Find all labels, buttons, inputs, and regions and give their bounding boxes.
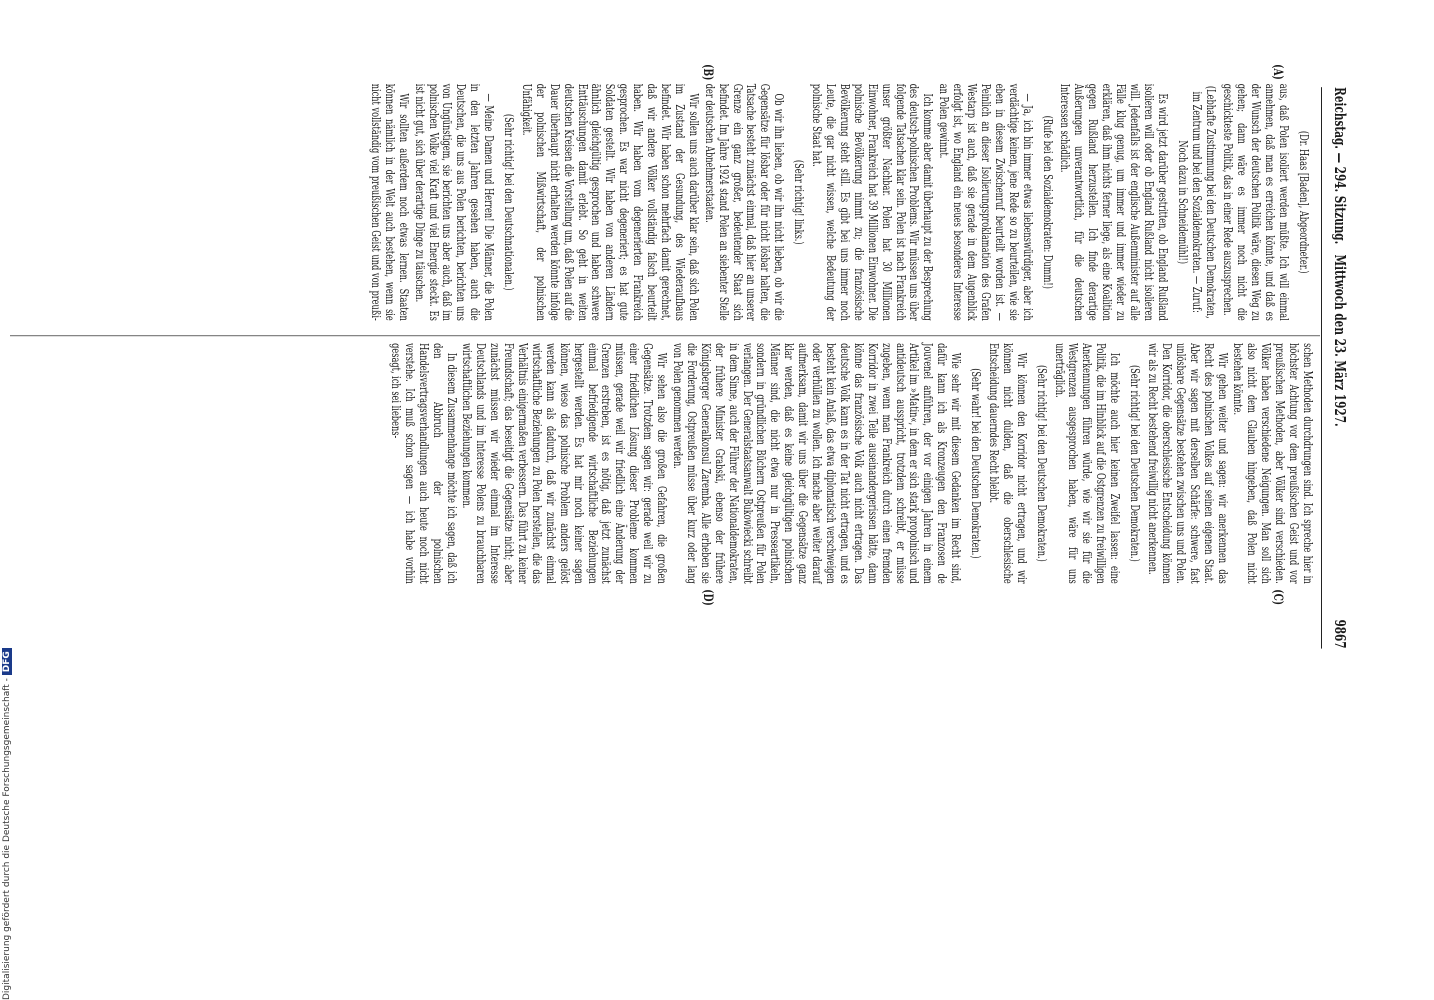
- interjection: (Sehr wahr! bei den Deutschen Demokraten.): [969, 368, 984, 559]
- margin-letter-b: (B): [700, 64, 715, 81]
- header-rule: [1321, 87, 1322, 648]
- column-divider: [10, 335, 1320, 336]
- paragraph: — Ja, ich bin immer etwas liebenswürdiger, aber ich verdächtige keinen, jene Rede so zu beurteilen, wie sie eben in diesem Zwischenruf beurteilt worden ist. — Peinlich an dieser Isolierungsproklamation des Grafen Westarp ist auch, daß sie gerade in dem Augenblick erfolgt ist, wo England ein neues besonderes Interesse an Polen gewinnt.: [937, 83, 1035, 321]
- paragraph: Es wird jetzt darüber gestritten, ob England Rußland isolieren will oder ob England Rußland nicht isolieren will. Jedenfalls ist der englische Außenminister auf alle Fälle klug genug, um immer und immer wieder zu erklären, daß ihm nichts ferner liege, als eine Koalition gegen Rußland herzustellen. Ich finde derartige Äußerungen unverantwortlich, für die deutschen Interessen schädlich.: [1058, 83, 1170, 321]
- interjection: (Rufe bei den Sozialdemokraten: Dumm!): [1040, 115, 1055, 289]
- paragraph: Wir sollten außerdem noch etwas lernen. Staaten können nämlich in der Welt auch bestehen, wenn sie nicht vollständig vom preußischen Geist und von preußi-: [368, 83, 411, 321]
- paragraph: Wie sehr wir mit diesem Gedanken im Recht sind, dafür kann ich als Kronzeugen den Franzosen de Jouvenel anführen, der vor einigen Jahren in einem Artikel im »Matin«, in dem er sich stark propolnisch und antideutsch ausspricht, trotzdem schreibt, er müsse zugeben, wenn man Frankreich durch einen fremden Korridor in zwei Teile auseinandergerissen hätte, dann könne das französische Volk auch nicht ertragen. Das deutsche Volk kann es in der Tat nicht ertragen, und es besteht kein Anlaß, das etwa diplomatisch verschweigen oder verhüllen zu wollen. Ich mache aber weiter darauf aufmerksam, damit wir uns über die Gegensätze ganz klar werden, daß es keine gleichgültigen polnischen Männer sind, die nicht etwa nur in Presseartikeln, sondern in gründlichen Büchern Ostpreußen für Polen verlangen. Der Generalstaatsanwalt Bukowiecki schreibt in dem Sinne, auch der Führer der Nationaldemokraten, der frühere Minister Grabski, ebenso der frühere Königsberger Generalkonsul Zaremba. Alle erheben sie die Forderung, Ostpreußen müsse über kurz oder lang von Polen genommen werden.: [671, 343, 964, 584]
- paragraph: In diesem Zusammenhange möchte ich sagen, daß ich den Abbruch der polnischen Handelsvertragsverhandlungen auch heute noch nicht verstehe. Ich muß schon sagen — ich habe vorhin gesagt, ich sei liebens-: [388, 343, 459, 584]
- margin-letter-c: (C): [1270, 589, 1285, 606]
- text-column-right: [386, 343, 1314, 584]
- paragraph: schen Methoden durchdrungen sind. Ich spreche hier in höchster Achtung vor dem preußischen Geist und vor preußischen Methoden, aber Völker sind verschieden. Völker haben verschiedene Neigungen. Man soll sich also nicht dem Glauben hingeben, daß Polen nicht bestehen könnte.: [1231, 343, 1315, 584]
- margin-letter-a: (A): [1270, 64, 1285, 80]
- interjection: (Sehr richtig! bei den Deutschen Demokraten.): [1128, 364, 1143, 562]
- paragraph: — Meine Damen und Herren! Die Männer, die Polen in den letzten Jahren gesehen haben, auch die Deutschen, die uns aus Polen berichten, berichten uns von Ungünstigem, sie berichten uns aber auch, daß im polnischen Volke viel Kraft und viel Energie steckt. Es ist nicht gut, sich über derartige Dinge zu täuschen.: [412, 83, 497, 321]
- paragraph: Ich möchte auch hier keinen Zweifel lassen: eine Politik, die im Hinblick auf die Ostgrenzen zu freiwilligen Anerkennungen führen würde, wie wir sie für die Westgrenzen ausgesprochen haben, wäre für uns unerträglich.: [1052, 343, 1123, 584]
- margin-letter-d: (D): [700, 589, 715, 606]
- page-header: [1324, 87, 1349, 649]
- interjection: (Sehr richtig! links.): [792, 159, 807, 245]
- paragraph: Ich komme aber damit überhaupt zu der Besprechung des deutsch-polnischen Problems. Wir müssen uns über folgende Tatsachen klar sein. Polen ist nach Frankreich unser größter Nachbar. Polen hat 30 Millionen Einwohner, Frankreich hat 39 Millionen Einwohner. Die polnische Bevölkerung nimmt zu; die französische Bevölkerung steht still. Es gibt bei uns immer noch Leute, die gar nicht wissen, welche Bedeutung der polnische Staat hat.: [810, 83, 936, 321]
- paragraph: Wir sehen also die großen Gefahren, die großen Gegensätze. Trotzdem sagen wir: gerade weil wir zu einer friedlichen Lösung dieser Probleme kommen müssen, gerade weil wir friedlich eine Änderung der Grenzen erstreben, ist es nötig, daß jetzt zunächst einmal befriedigende wirtschaftliche Beziehungen hergestellt werden. Es hat mir noch keiner sagen können, wieso das polnische Problem anders gelöst werden kann als dadurch, daß wir zunächst einmal wirtschaftliche Beziehungen zu Polen herstellen, die das Verhältnis einigermaßen verbessern. Das führt zu keiner Freundschaft; das beseitigt die Gegensätze nicht; aber zunächst müssen wir wieder einmal im Interesse Deutschlands und im Interesse Polens zu brauchbaren wirtschaftlichen Beziehungen kommen.: [460, 343, 670, 584]
- interjection: (Sehr richtig! bei den Deutschnationalen.): [502, 113, 517, 291]
- header-date: Mittwoch den 23. März 1927.: [1331, 254, 1349, 427]
- paragraph: Wir können den Korridor nicht ertragen, und wir können nicht dulden, daß die oberschlesische Entscheidung dauerndes Recht bleibt.: [986, 343, 1029, 584]
- paragraph: Ob wir ihn lieben, ob wir ihn nicht lieben, ob wir die Gegensätze für lösbar oder für nicht lösbar halten, die Tatsache besteht zunächst einmal, daß hier an unserer Grenze ein ganz großer, bedeutender Staat sich befindet. Im Jahre 1924 stand Polen an siebenter Stelle der deutschen Abnehmerstaaten.: [702, 83, 787, 321]
- header-session: Reichstag. — 294. Sitzung.: [1331, 87, 1349, 245]
- text-column-left: [366, 84, 1314, 321]
- interjection: (Lebhafte Zustimmung bei den Deutschen Demokraten, im Zentrum und bei den Sozialdemokraten. — Zuruf: Noch dazu in Schneidemühl!): [1175, 85, 1218, 319]
- speaker-line: (Dr. Haas [Baden], Abgeordneter.): [1297, 130, 1311, 274]
- paragraph: aus, daß Polen isoliert werden müßte. Ich will einmal annehmen, daß man es erreichen könnte, und daß es der Wunsch der deutschen Politik wäre, diesen Weg zu gehen; dann wäre es immer noch nicht die geschickteste Politik, das in einer Rede auszusprechen.: [1221, 83, 1292, 321]
- interjection: (Sehr richtig! bei den Deutschen Demokraten.): [1034, 364, 1049, 562]
- paragraph: Wir sollen uns auch darüber klar sein, daß sich Polen im Zustand der Gesundung, des Wiederaufbaus befindet. Wir haben schon mehrfach damit gerechnet, daß wir andere Völker vollständig falsch beurteilt haben. Wir haben vom degenerierten Frankreich gesprochen. Es war nicht degeneriert; es hat gute Soldaten gestellt. Wir haben von anderen Ländern ähnlich gleichgültig gesprochen und haben schwere Enttäuschungen damit erlebt. So geht in weiten deutschen Kreisen die Vorstellung um, daß Polen auf die Dauer überhaupt nicht erhalten werden könnte infolge der polnischen Mißwirtschaft, der polnischen Unfähigkeit.: [519, 83, 701, 321]
- paragraph: Wir gehen weiter und sagen: wir anerkennen das Recht des polnischen Volkes auf seinen eigenen Staat. Aber wir sagen mit derselben Schärfe: schwere, fast unlösbare Gegensätze bestehen zwischen uns und Polen. Den Korridor, die oberschlesische Entscheidung können wir als zu Recht bestehend freiwillig nicht anerkennen.: [1146, 343, 1230, 584]
- dfg-logo: DFG: [2, 648, 12, 675]
- page-number: 9867: [1331, 619, 1349, 649]
- footer-text: Digitalisierung gefördert durch die Deutsche Forschungsgemeinschaft -: [2, 678, 12, 1000]
- digitization-footer: [2, 648, 12, 1000]
